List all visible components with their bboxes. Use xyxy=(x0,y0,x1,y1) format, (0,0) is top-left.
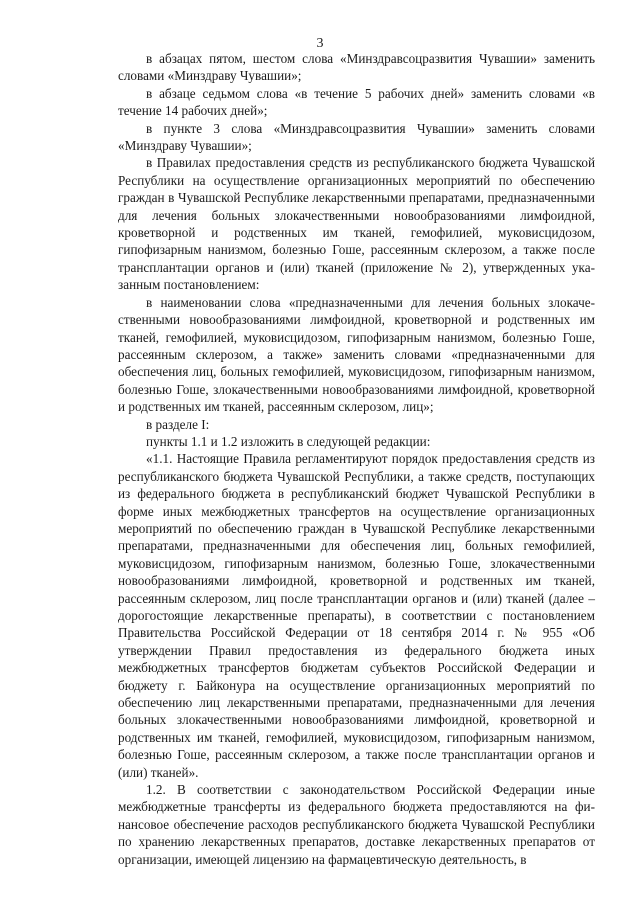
paragraph-8: «1.1. Настоящие Правила регламентируют порядок предоставления средств из республиканского бюджета Чувашской Республики, а также средств, поступающих из федерального бюджета в республиканский бюджет Чувашской Республики в форме иных межбюджетных трансфертов на осуществление организационных мероприятий по обеспечению граждан в Чувашской Республике лекарственными препаратами, предназначенными для обеспечения лиц, больных гемофилией, муковисцидозом, гипофизарным нанизмом, болезнью Гоше, злокачественными новообразованиями лимфоидной, кроветворной и родственных им тканей, рассеянным склерозом, лиц после трансплантации органов и (или) тканей (далее – дорогостоящие лекарственные препараты), в соответствии с постановлением Правительства Российской Федерации от 18 сентября 2014 г. № 955 «Об утверждении Правил предоставления из федерального бюджета иных межбюджетных трансфертов бюджетам субъектов Российской Федерации и бюджету г. Байконура на осуществление организационных мероприятий по обеспечению лиц лекарственными препаратами, предназначенными для лечения больных злокачественными новообразованиями лимфоидной, кроветворной и родственных им тканей, гемофилией, муковисцидозом, гипофизарным нанизмом, болезнью Гоше, рассеянным склерозом, а также после трансплантации органов и (или) тканей». xyxy=(118,451,595,780)
paragraph-2: в абзаце седьмом слова «в течение 5 рабочих дней» заменить словами «в течение 14 рабочих дней»; xyxy=(118,85,595,119)
paragraph-7: пункты 1.1 и 1.2 изложить в следующей редакции: xyxy=(146,433,431,449)
paragraph-4: в Правилах предоставления средств из республиканского бюджета Чувашской Республики на осуществление организационных мероприятий по обеспечению граждан в Чувашской Республике лекарственными препаратами, предназначенными для лечения больных злокачественными новообразованиями лимфоидной, кроветворной и родственных им тканей, гемофилией, муковисцидозом, гипофизарным нанизмом, болезнью Гоше, рассеянным склерозом, а также после трансплантации органов и (или) тканей (приложение № 2), утвержденных указанным постановлением: xyxy=(118,155,595,293)
page-number: 3 xyxy=(316,36,324,51)
paragraph-6: в разделе I: xyxy=(146,416,210,432)
paragraph-9: 1.2. В соответствии с законодательством Российской Федерации иные межбюджетные трансферты из федерального бюджета предоставляются на финансовое обеспечение расходов республиканского бюджета Чувашской Республики по хранению лекарственных препаратов, доставке лекарственных препаратов от организации, имеющей лицензию на фармацевтическую деятельность, в xyxy=(118,782,595,867)
paragraph-5: в наименовании слова «предназначенными для лечения больных злокачественными новообразованиями лимфоидной, кроветворной и родственных им тканей, гемофилией, муковисцидозом, гипофизарным нанизмом, болезнью Гоше, рассеянным склерозом, а также» заменить словами «предназначенными для обеспечения лиц, больных гемофилией, муковисцидозом, гипофизарным нанизмом, болезнью Гоше, злокачественными новообразованиями лимфоидной, кроветворной и родственных им тканей, рассеянным склерозом, лиц»; xyxy=(118,294,595,415)
paragraph-1: в абзацах пятом, шестом слова «Минздравсоцразвития Чувашии» заменить словами «Минздраву Чувашии»; xyxy=(118,51,595,84)
document-body xyxy=(118,50,595,868)
paragraph-3: в пункте 3 слова «Минздравсоцразвития Чувашии» заменить словами «Минздраву Чувашии»; xyxy=(118,120,595,154)
